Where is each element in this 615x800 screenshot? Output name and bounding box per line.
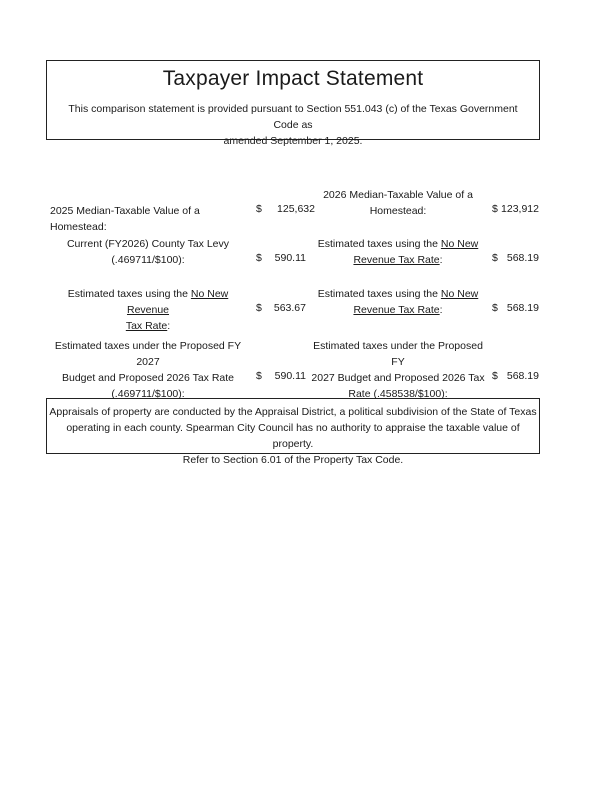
left-row1-amount: 125,632 xyxy=(277,203,315,215)
left-row3-suffix: : xyxy=(167,320,171,332)
header-box xyxy=(46,60,540,147)
left-row3-underline1: No New Revenue xyxy=(126,288,229,316)
right-row1-line2: Homestead: xyxy=(369,205,427,217)
right-row3-underline1: No New xyxy=(440,288,479,300)
right-row2-suffix: : xyxy=(439,254,443,266)
right-row1-line1: 2026 Median-Taxable Value of a xyxy=(323,189,473,201)
right-row1-amount: 123,912 xyxy=(501,203,539,215)
header-subtitle-line2: amended September 1, 2025. xyxy=(223,135,363,147)
left-row1-label: 2025 Median-Taxable Value of a Homestead: xyxy=(50,205,200,233)
left-row4-label xyxy=(50,338,246,402)
right-row3-dollar: $ xyxy=(492,302,498,314)
left-row3-prefix: Estimated taxes using the xyxy=(67,288,191,300)
right-row1-label xyxy=(310,187,486,219)
right-row4-dollar: $ xyxy=(492,370,498,382)
right-row4-line1: Estimated taxes under the Proposed FY xyxy=(313,340,483,368)
right-row4-label xyxy=(306,338,490,402)
right-row4-line2: 2027 Budget and Proposed 2026 Tax xyxy=(311,372,485,384)
header-subtitle-line1: This comparison statement is provided pursuant to Section 551.043 (c) of the Texas Government Code as xyxy=(68,103,518,131)
left-row4-dollar: $ xyxy=(256,370,262,382)
right-row2-amount: 568.19 xyxy=(506,252,539,264)
right-row4-amount: 568.19 xyxy=(506,370,539,382)
right-row4-line3: Rate (.458538/$100): xyxy=(348,388,448,400)
right-row3-underline2: Revenue Tax Rate xyxy=(353,304,440,316)
left-row3-label xyxy=(50,286,246,334)
left-row3-amount: 563.67 xyxy=(273,302,306,314)
right-row2-underline1: No New xyxy=(440,238,479,250)
left-row3-underline2: Tax Rate xyxy=(125,320,168,332)
left-row1-dollar: $ xyxy=(256,203,262,215)
left-row4-line1: Estimated taxes under the Proposed FY 2027 xyxy=(54,340,242,368)
appraisal-notice-box xyxy=(46,398,540,466)
left-row4-amount: 590.11 xyxy=(274,370,306,382)
left-row2-dollar: $ xyxy=(256,252,262,264)
right-row3-suffix: : xyxy=(439,304,443,316)
left-row2-label xyxy=(50,236,246,268)
right-row2-underline2: Revenue Tax Rate xyxy=(353,254,440,266)
right-row3-amount: 568.19 xyxy=(506,302,539,314)
header-subtitle xyxy=(57,101,529,149)
left-row4-line3: (.469711/$100): xyxy=(111,388,185,400)
right-row2-label xyxy=(310,236,486,268)
left-row2-amount: 590.11 xyxy=(274,252,306,264)
left-row3-dollar: $ xyxy=(256,302,262,314)
left-row2-line2: (.469711/$100): xyxy=(111,254,185,266)
document-title: Taxpayer Impact Statement xyxy=(162,67,424,90)
right-row2-dollar: $ xyxy=(492,252,498,264)
left-row2-line1: Current (FY2026) County Tax Levy xyxy=(66,238,230,250)
notice-line1: Appraisals of property are conducted by the Appraisal District, a political subdivision of the State of Texas xyxy=(49,406,537,418)
notice-line3: Refer to Section 6.01 of the Property Tax Code. xyxy=(182,454,404,466)
right-row3-label xyxy=(310,286,486,318)
right-row2-prefix: Estimated taxes using the xyxy=(317,238,441,250)
right-row1-dollar: $ xyxy=(492,203,498,215)
right-row3-prefix: Estimated taxes using the xyxy=(317,288,441,300)
left-row4-line2: Budget and Proposed 2026 Tax Rate xyxy=(61,372,235,384)
notice-line2: operating in each county. Spearman City Council has no authority to appraise the taxable value of property. xyxy=(66,422,520,450)
